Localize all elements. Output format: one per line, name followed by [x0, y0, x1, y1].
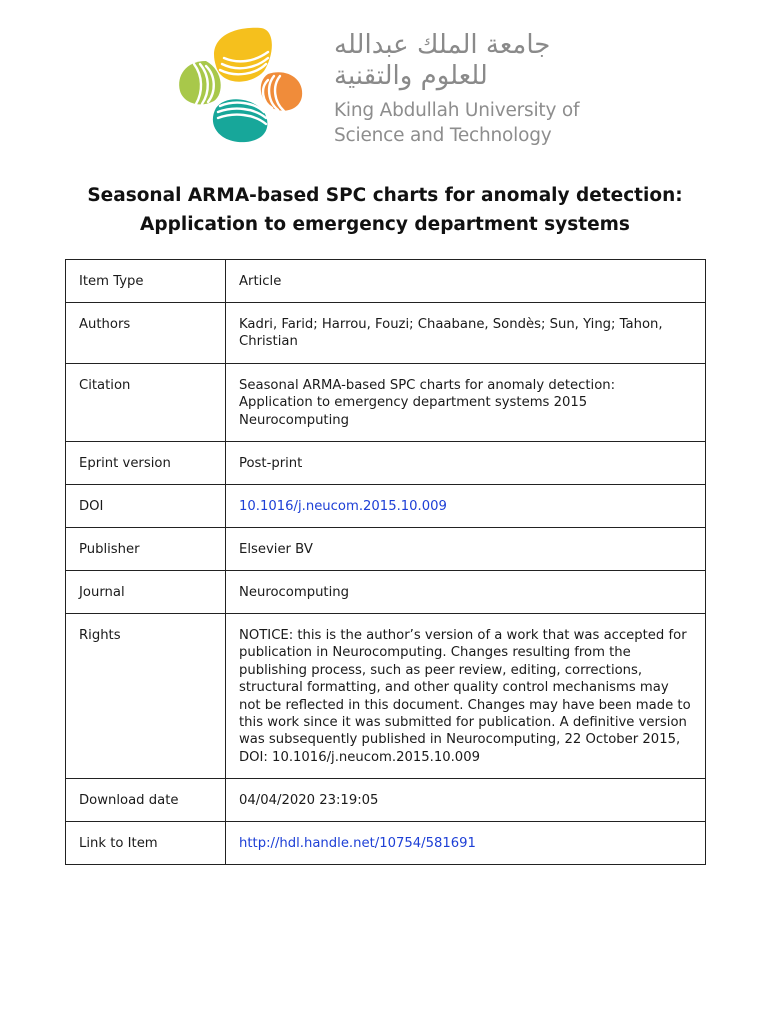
- row-key: Journal: [66, 571, 226, 614]
- row-value: 04/04/2020 23:19:05: [226, 779, 706, 822]
- university-name-arabic-line1: جامعة الملك عبدالله: [334, 30, 551, 60]
- row-key: Rights: [66, 614, 226, 779]
- row-value: Seasonal ARMA-based SPC charts for anomaly detection: Application to emergency department systems 2015 Neurocomputing: [226, 364, 706, 442]
- table-row: [66, 485, 706, 528]
- table-row: [66, 260, 706, 303]
- metadata-table: [65, 259, 706, 865]
- row-value: Kadri, Farid; Harrou, Fouzi; Chaabane, Sondès; Sun, Ying; Tahon, Christian: [226, 303, 706, 364]
- table-row: [66, 822, 706, 865]
- row-key: Link to Item: [66, 822, 226, 865]
- row-key: Download date: [66, 779, 226, 822]
- university-name: [334, 30, 604, 148]
- table-row: [66, 364, 706, 442]
- kaust-logo-icon: [176, 26, 306, 146]
- row-key: Publisher: [66, 528, 226, 571]
- university-name-english: [334, 98, 604, 148]
- row-value: Article: [226, 260, 706, 303]
- row-value: [226, 485, 706, 528]
- table-row: [66, 528, 706, 571]
- row-key: Item Type: [66, 260, 226, 303]
- table-row: [66, 779, 706, 822]
- row-value: NOTICE: this is the author’s version of a work that was accepted for publication in Neurocomputing. Changes resulting from the publishing process, such as peer review, editing, corrections, structural formatting, and other quality control mechanisms may not be reflected in this document. Changes may have been made to this work since it was submitted for publication. A definitive version was subsequently published in Neurocomputing, 22 October 2015, DOI: 10.1016/j.neucom.2015.10.009: [226, 614, 706, 779]
- row-value: Post-print: [226, 442, 706, 485]
- row-key: Citation: [66, 364, 226, 442]
- row-value: [226, 822, 706, 865]
- row-key: DOI: [66, 485, 226, 528]
- page-header: [0, 0, 770, 160]
- university-name-english-line2: Science and Technology: [334, 125, 552, 146]
- table-row: [66, 303, 706, 364]
- table-row: [66, 571, 706, 614]
- doi-link[interactable]: 10.1016/j.neucom.2015.10.009: [239, 499, 447, 514]
- document-title-line2: Application to emergency department systems: [140, 214, 630, 235]
- table-row: [66, 442, 706, 485]
- university-name-arabic-line2: للعلوم والتقنية: [334, 61, 488, 91]
- handle-link[interactable]: http://hdl.handle.net/10754/581691: [239, 836, 476, 851]
- row-key: Eprint version: [66, 442, 226, 485]
- document-title-line1: Seasonal ARMA-based SPC charts for anomaly detection:: [87, 185, 683, 206]
- row-value: Neurocomputing: [226, 571, 706, 614]
- row-value: Elsevier BV: [226, 528, 706, 571]
- document-title: [40, 181, 730, 239]
- table-row: [66, 614, 706, 779]
- row-key: Authors: [66, 303, 226, 364]
- university-name-english-line1: King Abdullah University of: [334, 100, 580, 121]
